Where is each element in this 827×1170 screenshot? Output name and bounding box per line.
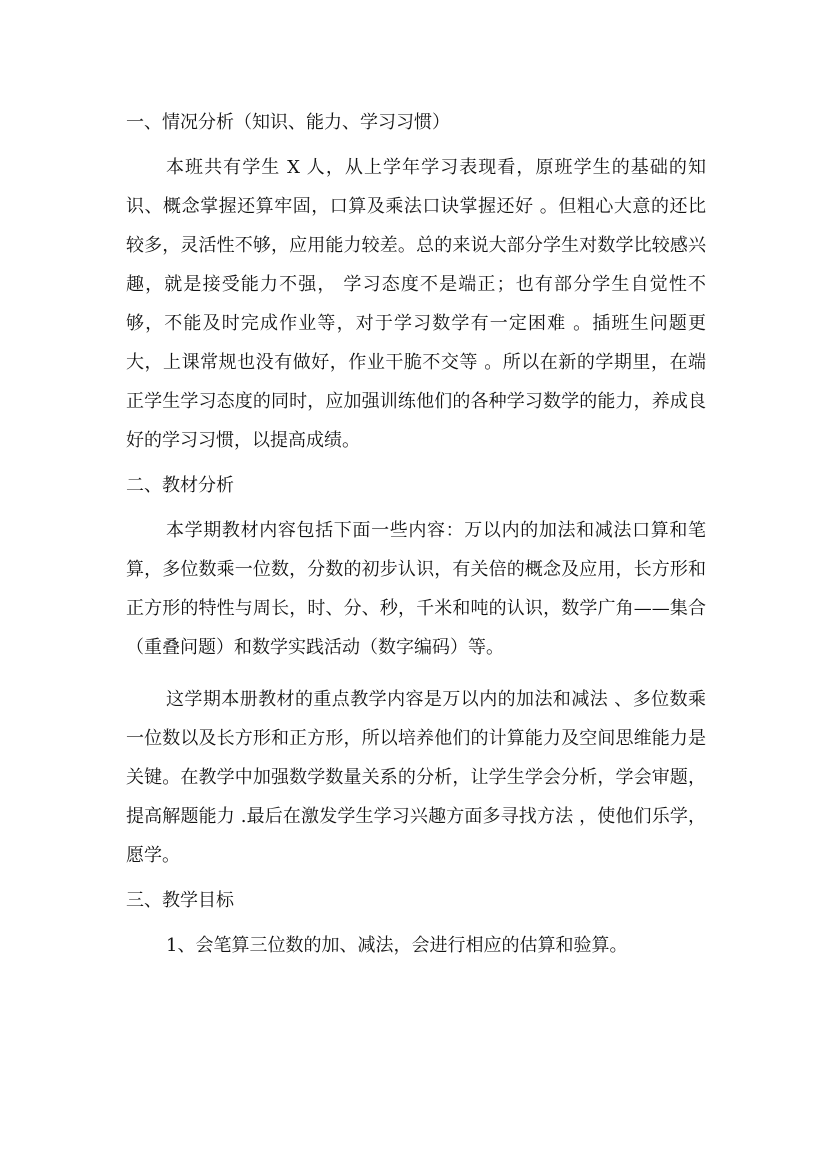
section-heading-2: 二、教材分析	[126, 475, 234, 496]
paragraph-situation-analysis: 本班共有学生 X 人，从上学年学习表现看，原班学生的基础的知识、概念掌握还算牢固，口算及乘法口诀掌握还好 。但粗心大意的还比较多，灵活性不够，应用能力较差。总的来说大部分学生对数学比较感兴趣，就是接受能力不强， 学习态度不是端正；也有部分学生自觉性不够，不能及时完成作业等，对于学习数学有一定困难 。插班生问题更大，上课常规也没有做好，作业干脆不交等 。所以在新的学期里，在端正学生学习态度的同时，应加强训练他们的各种学习数学的能力，养成良好的学习习惯，以提高成绩。	[126, 157, 706, 451]
document-body	[126, 103, 706, 965]
paragraph-textbook-content: 本学期教材内容包括下面一些内容：万以内的加法和减法口算和笔算，多位数乘一位数，分数的初步认识，有关倍的概念及应用，长方形和正方形的特性与周长，时、分、秒，千米和吨的认识，数学广角——集合（重叠问题）和数学实践活动（数字编码）等。	[126, 520, 706, 658]
section-heading-3: 三、教学目标	[126, 890, 234, 911]
paragraph-textbook-focus: 这学期本册教材的重点教学内容是万以内的加法和减法 、多位数乘一位数以及长方形和正方形，所以培养他们的计算能力及空间思维能力是关键。在教学中加强数学数量关系的分析，让学生学会分析，学会审题，提高解题能力 .最后在激发学生学习兴趣方面多寻找方法 ，使他们乐学，愿学。	[126, 689, 706, 866]
paragraph-teaching-goal-1: 1、会笔算三位数的加、减法，会进行相应的估算和验算。	[166, 935, 628, 956]
section-heading-1: 一、情况分析（知识、能力、学习习惯）	[126, 112, 450, 133]
